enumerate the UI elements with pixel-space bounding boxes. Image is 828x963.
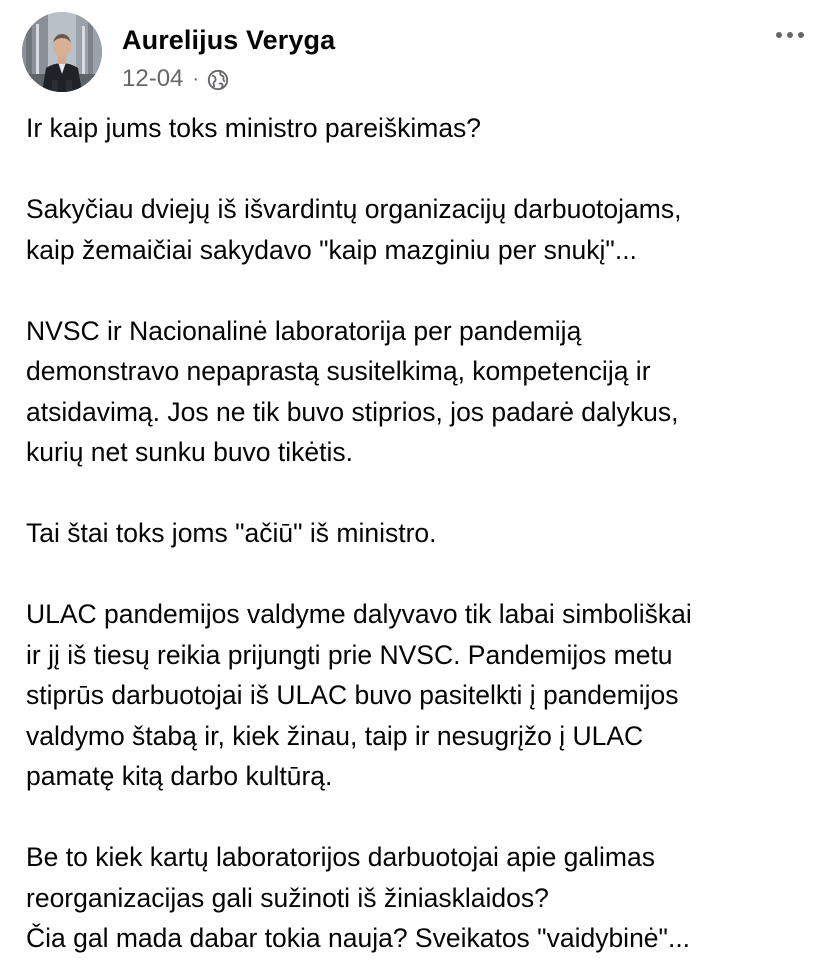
post-text-line: Čia gal mada dabar tokia nauja? Sveikatos "vaidybinė"... (26, 923, 691, 953)
post-paragraph (26, 513, 816, 554)
meta-separator: · (192, 68, 200, 90)
post-text-line: kaip žemaičiai sakydavo "kaip mazginiu per snukį"... (26, 234, 637, 265)
post-paragraph (26, 594, 816, 797)
post-text-line: ir jį iš tiesų reikia prijungti prie NVSC. Pandemijos metu (26, 639, 673, 670)
more-options-button[interactable] (768, 20, 812, 50)
globe-icon[interactable] (207, 69, 229, 91)
post-text-line: demonstravo nepaprastą susitelkimą, kompetenciją ir (26, 356, 651, 386)
post-text-line: reorganizacijas gali sužinoti iš žiniasklaidos? (26, 882, 549, 913)
post-paragraph (26, 837, 816, 959)
post-text-line: NVSC ir Nacionalinė laboratorija per pandemiją (26, 315, 582, 346)
avatar-photo (22, 12, 102, 92)
post-date[interactable]: 12-04 (122, 65, 184, 92)
post-text-line: Be to kiek kartų laboratorijos darbuotojai apie galimas (26, 842, 655, 872)
post-text-line: atsidavimą. Jos ne tik buvo stiprios, jos padarė dalykus, (26, 396, 679, 427)
author-name[interactable]: Aurelijus Veryga (122, 25, 336, 55)
more-dots-icon (776, 32, 782, 38)
post-text-line: Tai štai toks joms "ačiū" iš ministro. (26, 518, 437, 548)
more-dots-icon (787, 32, 793, 38)
post-text-line: Sakyčiau dviejų iš išvardintų organizacijų darbuotojams, (26, 194, 682, 224)
post-text-line: valdymo štabą ir, kiek žinau, taip ir nesugrįžo į ULAC (26, 720, 644, 751)
post-text (26, 108, 816, 959)
post-text-line: Ir kaip jums toks ministro pareiškimas? (26, 113, 482, 143)
post-text-line: stiprūs darbuotojai iš ULAC buvo pasitelkti į pandemijos (26, 680, 679, 710)
post-text-line: ULAC pandemijos valdyme dalyvavo tik labai simboliškai (26, 599, 692, 629)
avatar[interactable] (22, 12, 102, 92)
post-meta (122, 64, 229, 94)
post-paragraph (26, 311, 816, 473)
post-header (22, 12, 812, 94)
post-paragraph (26, 108, 816, 149)
post-paragraph (26, 189, 816, 270)
post-text-line: kurių net sunku buvo tikėtis. (26, 437, 354, 467)
more-dots-icon (798, 32, 804, 38)
post-text-line: pamatę kitą darbo kultūrą. (26, 761, 333, 791)
